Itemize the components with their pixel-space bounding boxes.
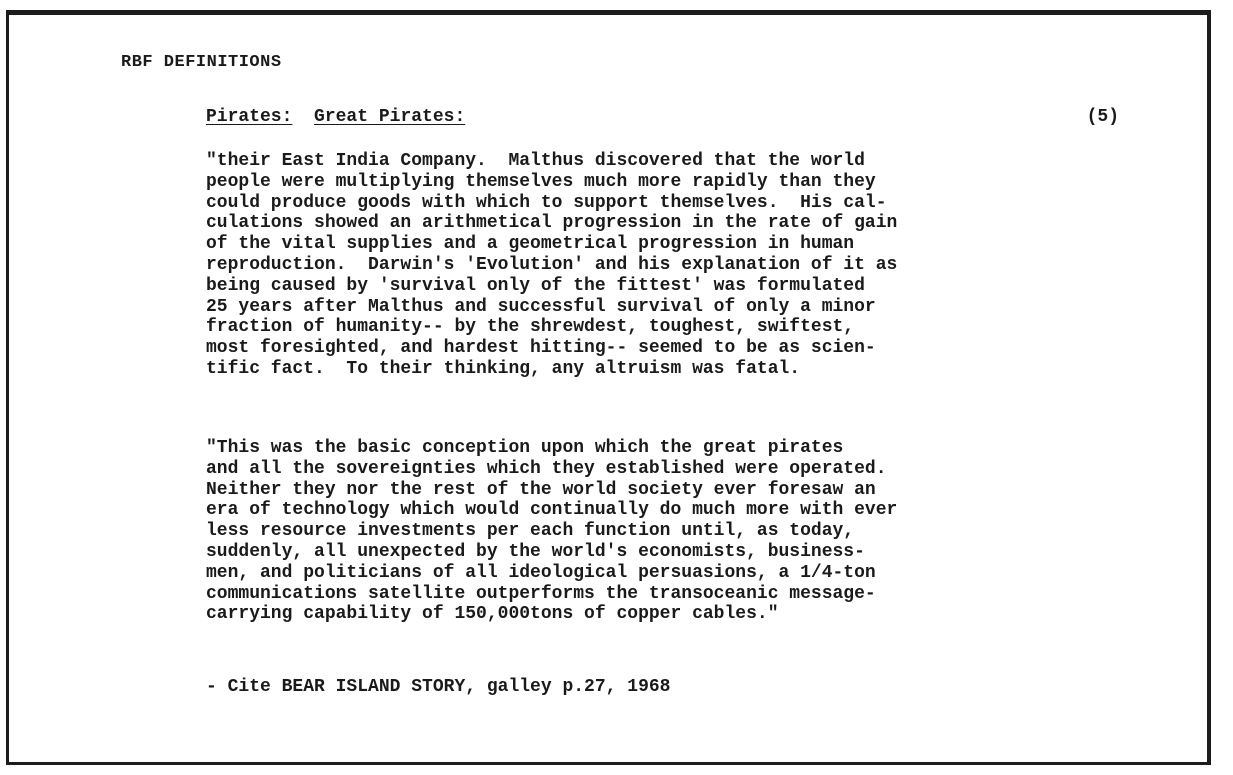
quote-line: Neither they nor the rest of the world society ever foresaw an [206,479,876,500]
quote-line: carrying capability of 150,000tons of copper cables." [206,604,779,625]
quote-line: and all the sovereignties which they established were operated. [206,458,887,479]
quote-line: culations showed an arithmetical progression in the rate of gain [206,213,898,234]
quote-line: era of technology which would continually do much more with ever [206,500,898,521]
quote-line: "their East India Company. Malthus discovered that the world [206,151,865,171]
quote-line: people were multiplying themselves much more rapidly than they [206,171,876,192]
quote-line: 25 years after Malthus and successful survival of only a minor [206,296,876,317]
quote-paragraph-1 [206,151,1106,380]
quote-line: fraction of humanity-- by the shrewdest, toughest, swiftest, [206,317,855,338]
quote-line: less resource investments per each function until, as today, [206,521,855,542]
term-secondary: Great Pirates: [314,107,466,127]
citation: - Cite BEAR ISLAND STORY, galley p.27, 1968 [206,677,671,697]
quote-line: reproduction. Darwin's 'Evolution' and his explanation of it as [206,254,898,275]
quote-line: being caused by 'survival only of the fittest' was formulated [206,275,865,296]
quote-paragraph-2 [206,438,1106,625]
quote-line: most foresighted, and hardest hitting-- seemed to be as scien- [206,338,876,359]
term-primary: Pirates: [206,107,293,127]
definition-card [6,10,1211,765]
quote-line: suddenly, all unexpected by the world's economists, business- [206,541,865,562]
card-header-title: RBF DEFINITIONS [121,53,282,72]
quote-line: "This was the basic conception upon which the great pirates [206,438,844,458]
page-number: (5) [1086,107,1119,127]
quote-line: communications satellite outperforms the transoceanic message- [206,583,876,604]
entry-terms [206,107,465,127]
quote-line: could produce goods with which to support themselves. His cal- [206,192,887,213]
quote-line: of the vital supplies and a geometrical progression in human [206,234,855,255]
quote-line: men, and politicians of all ideological persuasions, a 1/4-ton [206,562,876,583]
quote-line: tific fact. To their thinking, any altruism was fatal. [206,358,801,379]
